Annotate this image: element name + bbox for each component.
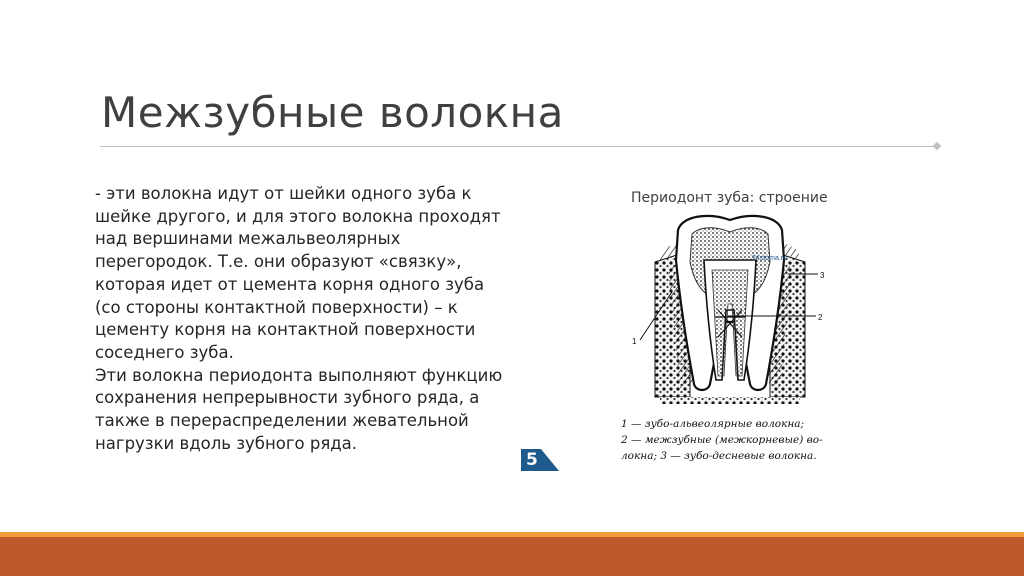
figure-watermark: 24stoma.ru [752, 255, 788, 262]
figure-caption [621, 416, 831, 464]
caption-line-2: 2 — межзубные (межкорневые) во- [621, 434, 823, 446]
footer-bar [0, 537, 1024, 576]
body-paragraph-2: Эти волокна периодонта выполняют функцию сохранения непрерывности зубного ряда, а также в перераспределении жевательной нагрузки вдоль зубного ряда. [95, 365, 503, 453]
title-underline [100, 146, 937, 147]
tooth [676, 216, 784, 390]
label-1: 1 [632, 337, 637, 346]
caption-line-1: 1 — зубо-альвеолярные волокна; [621, 418, 805, 430]
caption-line-3: локна; 3 — зубо-десневые волокна. [621, 450, 817, 462]
slide-number: 5 [526, 450, 538, 470]
slide-title: Межзубные волокна [101, 88, 564, 137]
body-paragraph-1: - эти волокна идут от шейки одного зуба к шейке другого, и для этого волокна проходят над вершинами межальвеолярных перегородок. Т.е. они образуют «связку», которая идет от цемента корня одного зуба (со стороны контактной поверхности) – к цементу корня на контактной поверхности соседнего зуба. [95, 184, 501, 362]
label-2: 2 [818, 313, 823, 322]
slide-body [95, 183, 510, 455]
title-underline-end [933, 142, 941, 150]
figure-title: Периодонт зуба: строение [631, 190, 828, 206]
tooth-periodontium-illustration [620, 212, 840, 412]
label-3: 3 [820, 271, 825, 280]
